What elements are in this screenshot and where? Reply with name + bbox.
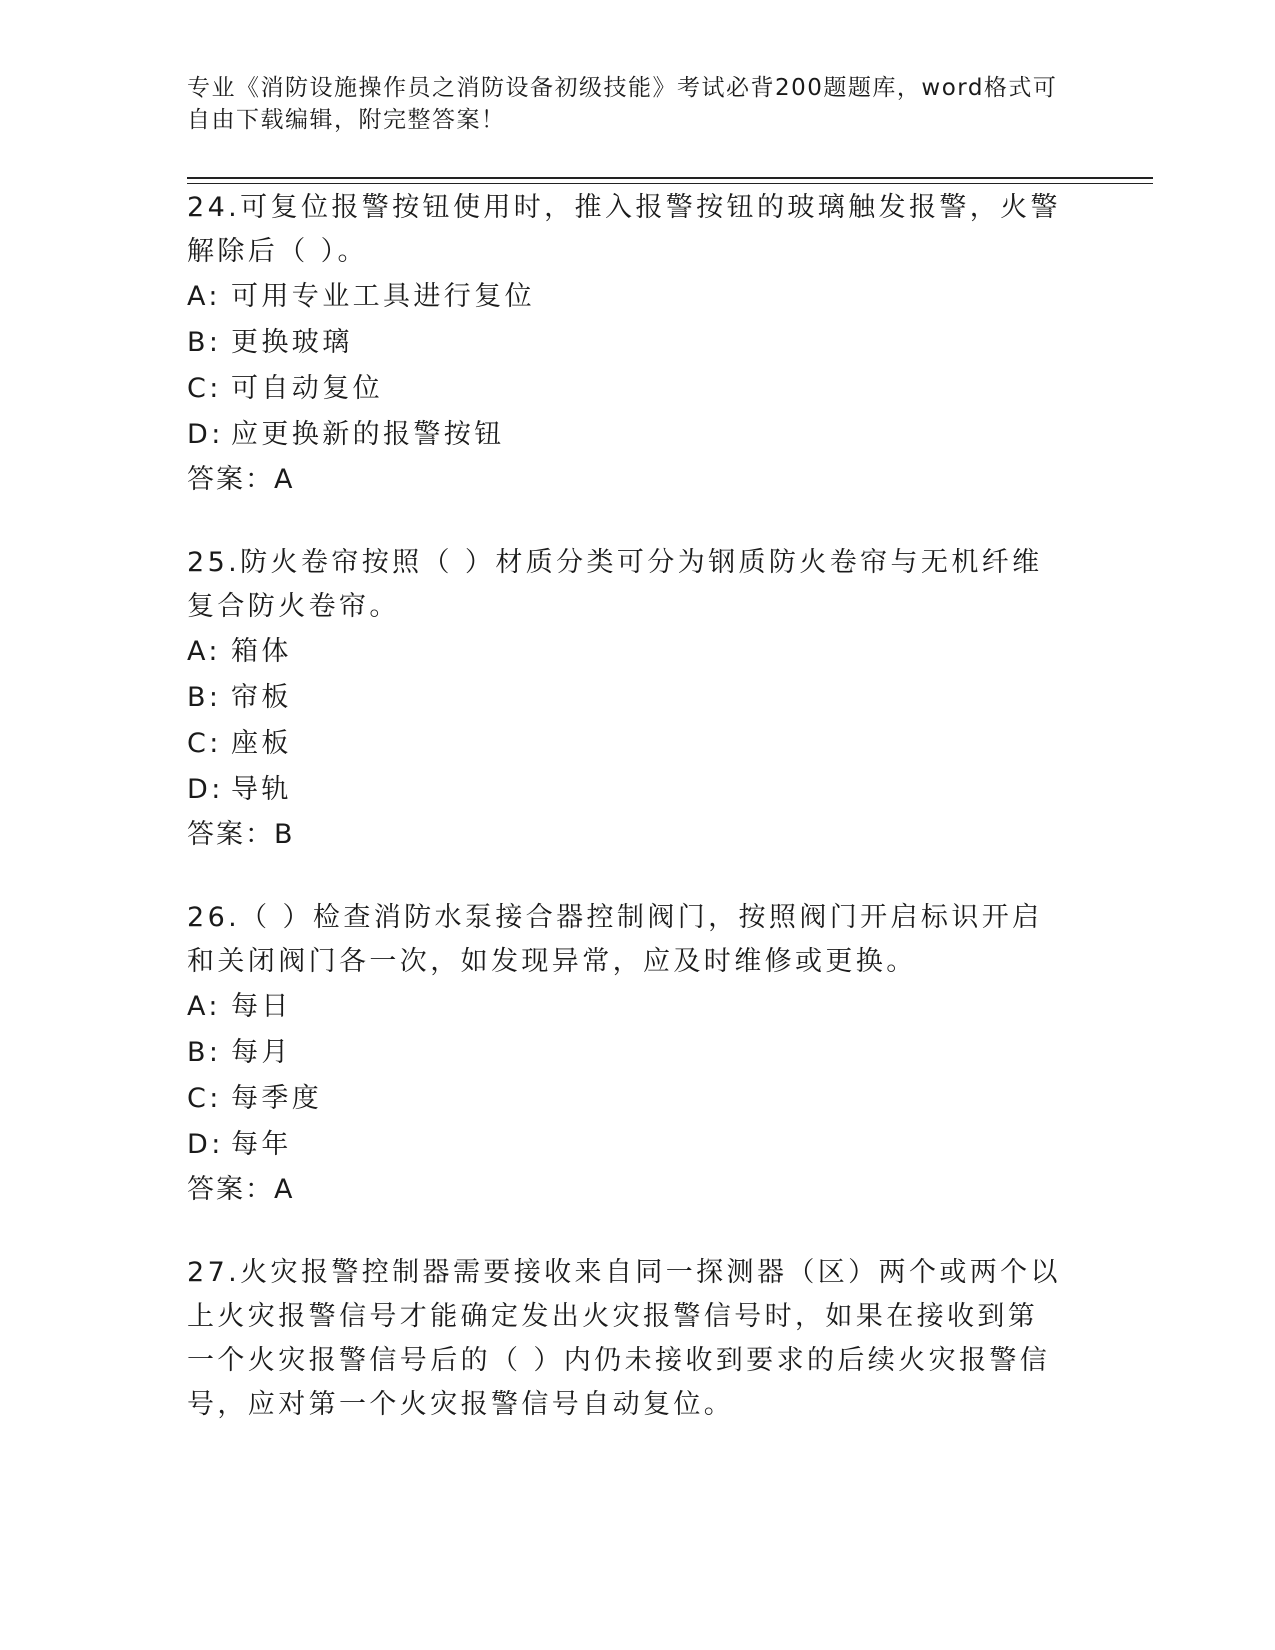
header-line-1: 专业《消防设施操作员之消防设备初级技能》考试必背200题题库，word格式可 (187, 75, 1058, 101)
option-label: B: (187, 327, 222, 358)
option-text: 每月 (231, 1037, 292, 1068)
option-text: 应更换新的报警按钮 (231, 419, 505, 450)
option-d (187, 767, 1087, 813)
option-c (187, 1076, 1087, 1122)
option-d (187, 412, 1087, 458)
option-c (187, 366, 1087, 412)
option-label: C: (187, 1083, 222, 1114)
option-label: A: (187, 281, 221, 312)
option-text: 每年 (231, 1129, 292, 1160)
option-d (187, 1122, 1087, 1168)
option-label: A: (187, 636, 221, 667)
option-text: 箱体 (231, 636, 292, 667)
question-26 (187, 896, 1087, 1212)
option-b (187, 675, 1087, 721)
answer: 答案：B (187, 819, 295, 850)
option-label: B: (187, 682, 222, 713)
question-24 (187, 186, 1087, 502)
option-b (187, 320, 1087, 366)
option-label: A: (187, 991, 221, 1022)
option-text: 可用专业工具进行复位 (231, 281, 535, 312)
option-c (187, 721, 1087, 767)
header-line-2: 自由下载编辑，附完整答案！ (187, 107, 506, 133)
option-text: 更换玻璃 (231, 327, 353, 358)
option-label: C: (187, 728, 222, 759)
option-label: D: (187, 774, 224, 805)
option-text: 导轨 (231, 774, 292, 805)
question-27 (187, 1251, 1087, 1427)
document-header (187, 72, 1067, 136)
option-text: 可自动复位 (231, 373, 383, 404)
option-label: D: (187, 1129, 224, 1160)
question-25 (187, 541, 1087, 857)
option-label: C: (187, 373, 222, 404)
question-text: 27.火灾报警控制器需要接收来自同一探测器（区）两个或两个以上火灾报警信号才能确定发出火灾报警信号时，如果在接收到第一个火灾报警信号后的（ ）内仍未接收到要求的后续火灾报警信号，应对第一个火灾报警信号自动复位。 (187, 1257, 1061, 1420)
answer: 答案：A (187, 464, 295, 495)
option-a (187, 274, 1087, 320)
option-text: 座板 (231, 728, 292, 759)
question-text: 24.可复位报警按钮使用时，推入报警按钮的玻璃触发报警，火警解除后（ ）。 (187, 192, 1061, 267)
answer: 答案：A (187, 1174, 295, 1205)
option-text: 每日 (231, 991, 292, 1022)
header-divider-thick (187, 177, 1153, 179)
question-list (187, 186, 1087, 1466)
option-label: B: (187, 1037, 222, 1068)
option-text: 每季度 (231, 1083, 323, 1114)
option-text: 帘板 (231, 682, 292, 713)
option-label: D: (187, 419, 224, 450)
option-a (187, 984, 1087, 1030)
option-a (187, 629, 1087, 675)
question-text: 25.防火卷帘按照（ ）材质分类可分为钢质防火卷帘与无机纤维复合防火卷帘。 (187, 547, 1043, 622)
question-text: 26.（ ）检查消防水泵接合器控制阀门，按照阀门开启标识开启和关闭阀门各一次，如发现异常，应及时维修或更换。 (187, 902, 1043, 977)
option-b (187, 1030, 1087, 1076)
header-divider-thin (187, 183, 1153, 184)
